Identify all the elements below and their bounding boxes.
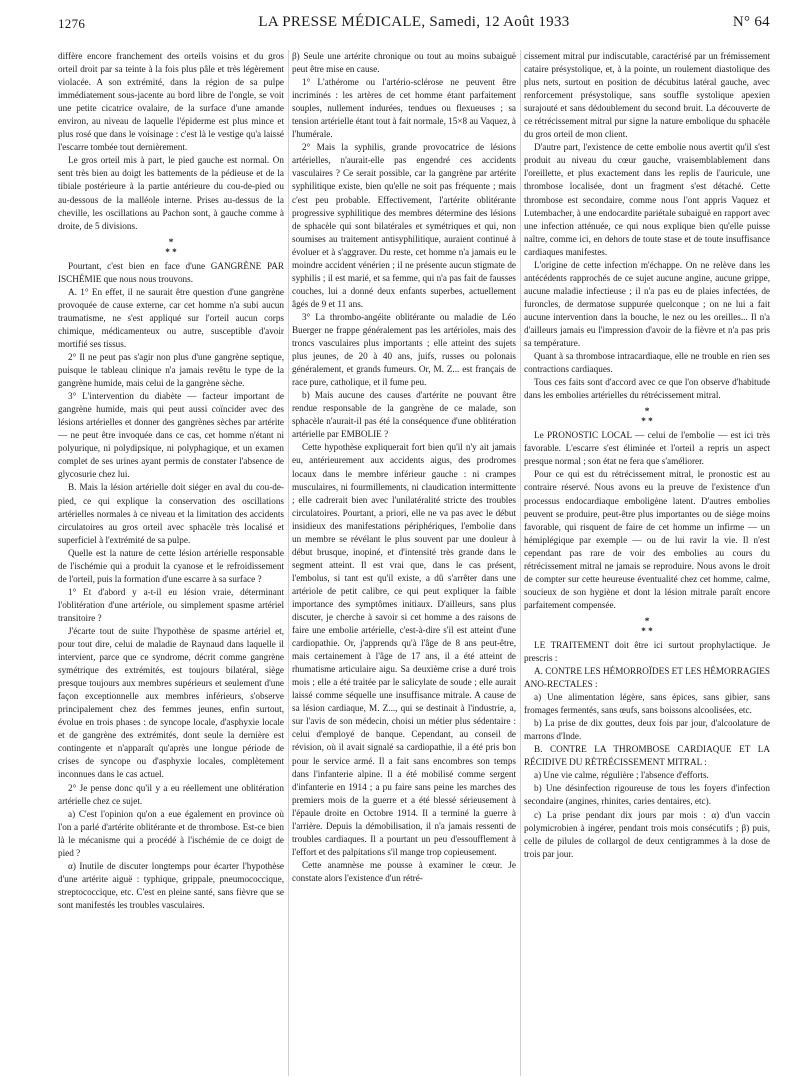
paragraph: Quelle est la nature de cette lésion artérielle responsable de l'ischémie qui a produit la cyanose et le refroidissement de l'orteil, puis la formation d'une escarre à sa surface ? <box>58 547 284 584</box>
paragraph: 2° Il ne peut pas s'agir non plus d'une gangrène septique, puisque le tableau clinique n'a jamais revêtu le type de la gangrène humide, mais celui de la gangrène sèche. <box>58 351 284 389</box>
issue-number: N° 64 <box>732 14 770 30</box>
paragraph: diffère encore franchement des orteils voisins et du gros orteil droit par sa teinte à la fois plus pâle et très légèrement violacée. A son extrémité, dans la région de sa pulpe immédiatement sous-jacente au bord libre de l'ongle, se voit une petite cicatrice ovalaire, de la surface d'une amande environ, au niveau de laquelle l'épiderme est plus mince et plus rosé que dans le voisinage : c'est là le vestige qu'a laissé l'escarre tombée tout dernièrement. <box>58 51 284 153</box>
paragraph: J'écarte tout de suite l'hypothèse de spasme artériel et, pour tout dire, celui de maladie de Raynaud dans laquelle il intervient, parce que ce syndrome, décrit comme gangrène symétrique des extrémités, est toujours bilatéral, siège presque toujours aux membres supérieurs et seulement d'une façon exceptionnelle aux membres inférieurs, s'observe principalement chez des femmes jeunes, enfin surtout, évolue en trois phases : de syncope locale, d'asphyxie locale et de gangrène des extrémités, dont seule la dernière est contingente et n'apparaît qu'après une longue période de crises de syncope ou d'asphyxie locales, complètement inconnues dans le cas actuel. <box>58 625 284 780</box>
paragraph: 3° L'intervention du diabète — facteur important de gangrène humide, mais qui peut aussi coïncider avec des lésions artérielles et donner des gangrènes sèches par artérite — ne peut être invoquée dans ce cas, cet homme n'étant ni polyurique, ni polydipsique, ni polyphagique, et un examen complet de ses urines ayant permis de constater l'absence de glycosurie chez lui. <box>58 391 284 480</box>
text-column-1 <box>58 50 284 1082</box>
paragraph: 1° Et d'abord y a-t-il eu lésion vraie, déterminant l'oblitération d'une artériole, ou simplement spasme artériel transitoire ? <box>58 586 284 623</box>
paragraph: D'autre part, l'existence de cette embolie nous avertit qu'il s'est produit au niveau du cœur gauche, vraisemblablement dans l'oreillette, et plus exactement dans les replis de l'auricule, une thrombose localisée, dont un fragment s'est détaché. Cette thrombose est secondaire, comme nous l'ont appris Vaquez et Lutembacher, à une endocardite pariétale subaiguë en rapport avec une infection atténuée, ce qui nous explique bien qu'elle puisse naître, comme ici, en dehors de toute stase et de toute insuffisance cardiaques manifestes. <box>524 142 770 257</box>
paragraph: b) La prise de dix gouttes, deux fois par jour, d'alcoolature de marrons d'Inde. <box>524 718 770 742</box>
paragraph: A. 1° En effet, il ne saurait être question d'une gangrène provoquée de cause externe, car cet homme n'a subi aucun traumatisme, ne s'est appliqué sur l'orteil aucun corps chimique, médicamenteux ou autre, susceptible d'avoir mortifié ses tissus. <box>58 286 284 349</box>
paragraph: Quant à sa thrombose intracardiaque, elle ne trouble en rien ses contractions cardiaques. <box>524 351 770 375</box>
text-column-3 <box>524 50 770 1082</box>
paragraph: α) Inutile de discuter longtemps pour écarter l'hypothèse d'une artérite aiguë : typhique, grippale, pneumococcique, streptococcique, etc. C'est en pleine santé, sans fièvre que se sont manifestés les troubles vasculaires. <box>58 860 284 910</box>
paragraph: Le gros orteil mis à part, le pied gauche est normal. On sent très bien au doigt les battements de la pédieuse et de la tibiale postérieure à la partie antérieure du cou-de-pied ou au-dessous de la malléole interne. Prises au-dessus de la cheville, les oscillations au Pachon sont, à gauche comme à droite, de 5 divisions. <box>58 155 284 231</box>
column-divider <box>288 50 289 1076</box>
paragraph: B. CONTRE LA THROMBOSE CARDIAQUE ET LA RÉCIDIVE DU RÉTRÉCISSEMENT MITRAL : <box>524 744 770 768</box>
paragraph: β) Seule une artérite chronique ou tout au moins subaiguë peut être mise en cause. <box>292 51 516 75</box>
paragraph: a) C'est l'opinion qu'on a eue également en province où l'on a parlé d'artérite oblitérante et de thrombose. Est-ce bien là le mécanisme qui a procédé à l'ischémie de ce doigt de pied ? <box>58 808 284 858</box>
journal-title: LA PRESSE MÉDICALE, Samedi, 12 Août 1933 <box>258 14 570 30</box>
section-separator: * * * <box>641 615 653 636</box>
paragraph: c) La prise pendant dix jours par mois : α) d'un vaccin polymicrobien à ingérer, pendant trois mois consécutifs ; β) puis, celle de pilules de collargol de deux centigrammes à la dose de trois par jour. <box>524 809 770 859</box>
paragraph: Pour ce qui est du rétrécissement mitral, le pronostic est au contraire réservé. Nous avons eu la preuve de l'existence d'un processus endocardiaque emboligène latent. D'autres embolies peuvent se produire, peut-être plus importantes ou de siège moins favorable, qui risquent de faire de cet homme un infirme — un hémiplégique par exemple — ou de lui ravir la vie. Il n'est cependant pas rare de voir des embolies au cours du rétrécissement mitral ne jamais se reproduire. Nous avons le droit de compter sur cette heureuse éventualité chez cet homme, calme, soucieux de son hygiène et dont la lésion mitrale paraît encore parfaitement compensée. <box>524 469 770 610</box>
paragraph: a) Une alimentation légère, sans épices, sans gibier, sans fromages fermentés, sans œufs, sans boissons alcoolisées, etc. <box>524 692 770 716</box>
paragraph: LE TRAITEMENT doit être ici surtout prophylactique. Je prescris : <box>524 639 770 663</box>
paragraph: cissement mitral pur indiscutable, caractérisé par un frémissement cataire présystolique, et, à la pointe, un roulement diastolique des plus nets, surtout en position de décubitus latéral gauche, avec renforcement présystolique, sans souffle systolique apexien surajouté et sans dédoublement du second bruit. La découverte de ce rétrécissement mitral pur signe la nature embolique du sphacèle du gros orteil de mon client. <box>524 51 770 140</box>
column-divider <box>520 50 521 1076</box>
paragraph: Cette anamnèse me pousse à examiner le cœur. Je constate alors l'existence d'un rétré- <box>292 859 516 883</box>
page-number: 1276 <box>58 16 86 31</box>
paragraph: 1° L'athérome ou l'artério-sclérose ne peuvent être incriminés : les artères de cet homme étant parfaitement souples, nullement indurées, tendues ou flexueuses ; sa tension artérielle étant tout à fait normale, 15×8 au Vaquez, à l'humérale. <box>292 77 516 140</box>
paragraph: Le PRONOSTIC LOCAL — celui de l'embolie — est ici très favorable. L'escarre s'est éliminée et l'orteil a repris un aspect presque normal ; son état ne fera que s'améliorer. <box>524 430 770 467</box>
page-header <box>58 14 770 36</box>
paragraph: Cette hypothèse expliquerait fort bien qu'il n'y ait jamais eu, antérieurement aux accidents aigus, des prodromes locaux dans le membre inférieur gauche : ni crampes musculaires, ni fourmillements, ni claudication intermittente ; elle cadrerait bien avec l'unilatéralité stricte des troubles circulatoires. Pourtant, a priori, elle ne va pas avec le début insidieux des manifestations périphériques, l'embolie dans un membre se révélant le plus souvent par une douleur à début brusque, inopiné, et d'intensité très grande dans le segment atteint. Il est vrai que, dans le cas présent, l'embolus, si tant est qu'il existe, a dû s'arrêter dans une artériole de petit calibre, ce qui peut expliquer la faible importance des symptômes initiaux. D'ailleurs, sans plus discuter, je cherche à savoir si cet homme a des raisons de faire une embolie artérielle, c'est-à-dire s'il est atteint d'une cardiopathie. Or, j'apprends qu'à l'âge de 8 ans peut-être, mais certainement à l'âge de 17 ans, il a été atteint de rhumatisme articulaire aigu. Sa deuxième crise a duré trois mois ; elle a été traitée par le salicylate de soude ; elle aurait laissé comme séquelle une insuffisance mitrale. A cause de sa lésion cardiaque, M. Z..., qui se destinait à l'industrie, a, sur l'avis de son médecin, choisi un métier plus sédentaire : celui d'employé de banque. Cependant, au conseil de révision, où il avait signalé sa cardiopathie, il a été pris bon pour le service armé. Il a fait sans encombres son temps dans l'infanterie alpine. Il a été mobilisé comme sergent d'infanterie en 1914 ; a pu faire sans peine les marches des premiers mois de la guerre et a été blessé sérieusement à l'épaule droite en Octobre 1914. Il a terminé la guerre à l'arrière. Depuis la démobilisation, il n'a jamais ressenti de troubles cardiaques. Il a pourtant un peu d'essoufflement à l'effort et des palpitations s'il mange trop copieusement. <box>292 442 516 857</box>
paragraph: 3° La thrombo-angéite oblitérante ou maladie de Léo Buerger ne frappe généralement pas les artérioles, mais des troncs vasculaires plus importants ; elle atteint des sujets plus jeunes, de 20 à 40 ans, juifs, russes ou polonais généralement, et grands fumeurs. Or, M. Z... est français de race pure, catholique, et il fume peu. <box>292 311 516 388</box>
paragraph: b) Mais aucune des causes d'artérite ne pouvant être rendue responsable de la gangrène de ce malade, son sphacèle n'aurait-il pas été la conséquence d'une oblitération artérielle par EMBOLIE ? <box>292 390 516 440</box>
paragraph: a) Une vie calme, régulière ; l'absence d'efforts. <box>534 770 709 781</box>
paragraph: Tous ces faits sont d'accord avec ce que l'on observe d'habitude dans les embolies artérielles du rétrécissement mitral. <box>524 377 770 401</box>
paragraph: L'origine de cette infection m'échappe. On ne relève dans les antécédents rapprochés de ce sujet aucune angine, aucune grippe, aucune maladie infectieuse ; il n'a pas eu de plaies infectées, de furoncles, de dermatose suppurée quelconque ; on ne lui a fait aucune intervention dans la bouche, le nez ou les oreilles... Il n'a d'ailleurs jamais eu l'impression d'avoir de la fièvre et n'a pas pris sa température. <box>524 259 770 349</box>
paragraph: 2° Je pense donc qu'il y a eu réellement une oblitération artérielle chez ce sujet. <box>58 782 284 806</box>
text-column-2 <box>292 50 516 1082</box>
paragraph: B. Mais la lésion artérielle doit siéger en aval du cou-de-pied, ce qui explique la conservation des oscillations artérielles normales à ce niveau et la limitation des accidents circulatoires au gros orteil avec sphacèle très localisé et superficiel à l'extrémité de sa pulpe. <box>58 482 284 545</box>
section-separator: * * * <box>641 406 653 427</box>
paragraph: A. CONTRE LES HÉMORROÏDES ET LES HÉMORRAGIES ANO-RECTALES : <box>524 666 770 690</box>
paragraph: 2° Mais la syphilis, grande provocatrice de lésions artérielles, n'aurait-elle pas engendré ces accidents vasculaires ? Ce serait possible, car la gangrène par artérite syphilitique existe, bien qu'elle ne soit pas fréquente ; mais c'est peu probable. Effectivement, l'artérite oblitérante progressive syphilitique des membres détermine des lésions de sphacèle qui sont bilatérales et symétriques et qui, non soumises au traitement antisyphilitique, auraient continué à évoluer et à s'aggraver. Du reste, cet homme n'a jamais eu le moindre accident vénérien ; il ne présente aucun stigmate de syphilis ; il est marié, et sa femme, qui n'a pas fait de fausses couches, lui a donné deux enfants superbes, actuellement âgés de 9 et 11 ans. <box>292 142 516 309</box>
section-separator: * * * <box>165 236 177 257</box>
paragraph: b) Une désinfection rigoureuse de tous les foyers d'infection secondaire (angines, rhinites, caries dentaires, etc). <box>524 783 770 807</box>
paragraph: Pourtant, c'est bien en face d'une GANGRÈNE PAR ISCHÉMIE que nous nous trouvons. <box>58 260 284 284</box>
